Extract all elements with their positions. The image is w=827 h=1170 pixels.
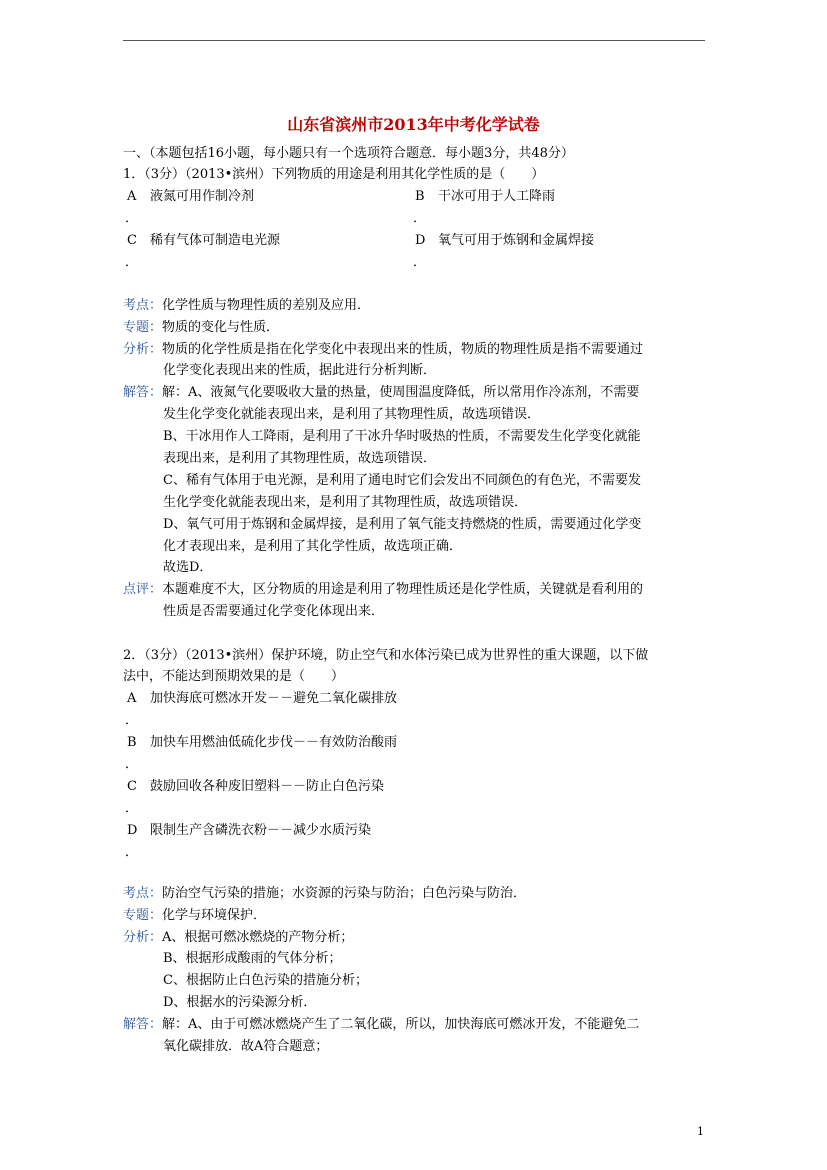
q2-fenxi-label: 分析： [123,930,163,945]
q1-jieda-line-4: 表现出来，是利用了其物理性质，故选项错误． [163,451,437,466]
q1-option-d-letter: D [415,233,426,248]
q2-stem-line-2: 法中，不能达到预期效果的是（ ） [123,669,345,684]
q1-option-c-text[interactable]: 稀有气体可制造电光源 [150,233,281,248]
page-number: 1 [697,1125,704,1138]
q1-jieda-line-5: C、稀有气体用于电光源，是利用了通电时它们会发出不同颜色的有色光，不需要发 [163,473,641,488]
header-rule [123,40,705,41]
q2-zhuanti-text: 化学与环境保护． [162,908,267,923]
q1-zhuanti [123,318,279,338]
q1-option-c-dot: ． [125,255,139,270]
q1-kaodian-label: 考点： [123,298,163,313]
q1-jieda-line-6: 生化学变化就能表现出来，是利用了其物理性质，故选项错误． [163,495,528,510]
q1-jieda-label: 解答： [123,385,163,400]
q1-jieda-line-7: D、氧气可用于炼钢和金属焊接，是利用了氧气能支持燃烧的性质，需要通过化学变 [163,517,642,532]
q2-kaodian [123,884,526,904]
section-header: 一、（本题包括16小题，每小题只有一个选项符合题意．每小题3分，共48分） [123,146,574,161]
q1-dianping-line-1: 本题难度不大，区分物质的用途是利用了物理性质还是化学性质，关键就是看利用的 [162,582,644,597]
q2-option-b-letter: B [127,735,137,750]
q2-option-d-dot: ． [125,845,139,860]
q1-jieda-line-3: B、干冰用作人工降雨，是利用了干冰升华时吸热的性质，不需要发生化学变化就能 [163,429,641,444]
q1-dianping-label: 点评： [123,582,163,597]
page-title: 山东省滨州市2013年中考化学试卷 [287,115,540,134]
q2-jieda-line-2: 氧化碳排放．故A符合题意； [163,1039,329,1054]
q1-jieda-line-1: 解：A、液氮气化要吸收大量的热量，使周围温度降低，所以常用作冷冻剂，不需要 [162,385,640,400]
q1-jieda-line-8: 化才表现出来，是利用了其化学性质，故选项正确． [163,539,463,554]
q2-stem-line-1: 2．（3分）（2013•滨州）保护环境，防止空气和水体污染已成为世界性的重大课题，以下做 [123,648,649,663]
q1-option-b-dot: ． [413,211,427,226]
q1-option-a-letter: A [127,189,137,204]
q2-jieda-line-1: 解：A、由于可燃冰燃烧产生了二氧化碳，所以，加快海底可燃冰开发，不能避免二 [162,1017,640,1032]
q2-fenxi-line-4: D、根据水的污染源分析． [163,995,317,1010]
q1-fenxi-line-2: 化学变化表现出来的性质，据此进行分析判断． [163,363,437,378]
q1-jieda-line-2: 发生化学变化就能表现出来，是利用了其物理性质，故选项错误． [163,407,541,422]
q2-fenxi [123,928,353,948]
q2-option-b-dot: ． [125,757,139,772]
q2-zhuanti [123,906,266,926]
q1-jieda-line-9: 故选D． [163,560,213,575]
q2-option-c-letter: C [127,779,137,794]
q1-option-d-text[interactable]: 氧气可用于炼钢和金属焊接 [438,233,595,248]
q1-option-a-dot: ． [125,211,139,226]
q1-kaodian [123,296,370,316]
q2-fenxi-line-2: B、根据形成酸雨的气体分析； [163,951,342,966]
q2-option-b-text[interactable]: 加快车用燃油低硫化步伐－－有效防治酸雨 [150,735,398,750]
q1-dianping [123,580,643,600]
q2-fenxi-line-1: A、根据可燃冰燃烧的产物分析； [162,930,354,945]
q1-kaodian-text: 化学性质与物理性质的差别及应用． [162,298,371,313]
q2-option-d-letter: D [127,823,138,838]
q1-option-c-letter: C [127,233,137,248]
q1-option-b-letter: B [415,189,425,204]
q2-zhuanti-label: 专题： [123,908,163,923]
q1-dianping-line-2: 性质是否需要通过化学变化体现出来． [163,604,385,619]
q2-option-d-text[interactable]: 限制生产含磷洗衣粉－－减少水质污染 [150,823,372,838]
q1-zhuanti-label: 专题： [123,320,163,335]
q2-option-c-dot: ． [125,801,139,816]
q2-jieda-label: 解答： [123,1017,163,1032]
q1-zhuanti-text: 物质的变化与性质． [162,320,280,335]
q1-fenxi-line-1: 物质的化学性质是指在化学变化中表现出来的性质，物质的物理性质是指不需要通过 [162,342,644,357]
q1-option-d-dot: ． [413,255,427,270]
q1-option-b-text[interactable]: 干冰可用于人工降雨 [438,189,556,204]
q1-stem: 1．（3分）（2013•滨州）下列物质的用途是利用其化学性质的是（ ） [123,167,545,182]
q1-jieda [123,383,639,403]
q1-option-a-text[interactable]: 液氮可用作制冷剂 [150,189,255,204]
q1-fenxi [123,340,643,360]
q2-kaodian-text: 防治空气污染的措施；水资源的污染与防治；白色污染与防治． [162,886,527,901]
q2-option-a-letter: A [127,691,137,706]
q2-option-c-text[interactable]: 鼓励回收各种废旧塑料－－防止白色污染 [150,779,385,794]
q2-option-a-dot: ． [125,713,139,728]
q2-jieda [123,1015,639,1035]
q1-fenxi-label: 分析： [123,342,163,357]
q2-kaodian-label: 考点： [123,886,163,901]
q2-fenxi-line-3: C、根据防止白色污染的措施分析； [163,973,368,988]
q2-option-a-text[interactable]: 加快海底可燃冰开发－－避免二氧化碳排放 [150,691,398,706]
